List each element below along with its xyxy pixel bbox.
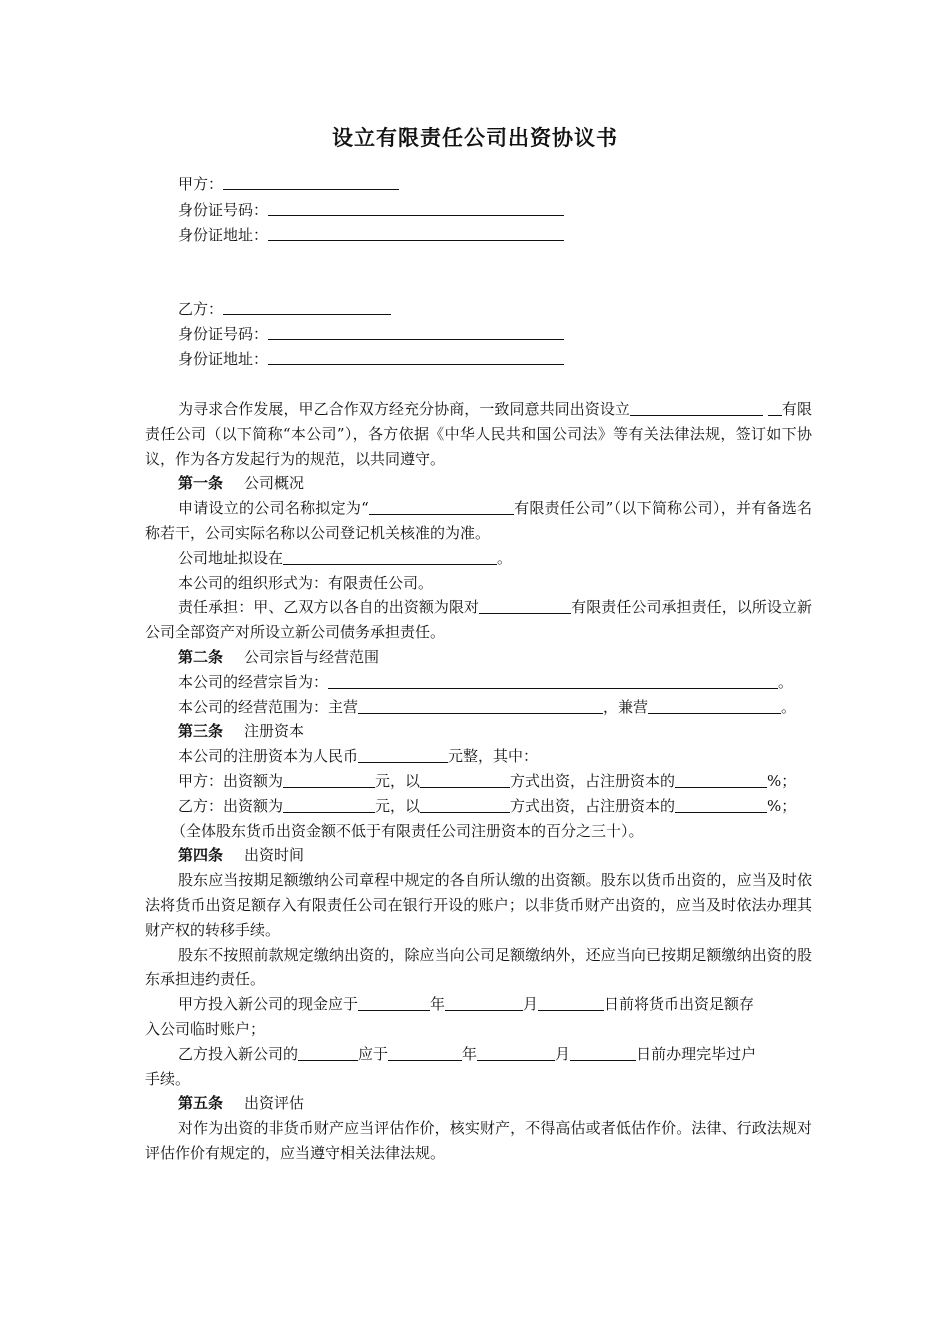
- party-a-address-label: 身份证地址：: [178, 226, 269, 244]
- party-b-day-blank[interactable]: [570, 1043, 636, 1061]
- party-a-day-blank[interactable]: [538, 993, 604, 1011]
- article-3-note: （全体股东货币出资金额不低于有限责任公司注册资本的百分之三十）。: [171, 821, 644, 840]
- party-b-month-blank[interactable]: [477, 1043, 555, 1061]
- article-1-liability: [145, 595, 812, 645]
- party-b-name-blank[interactable]: [223, 298, 391, 315]
- party-a-address-field: [178, 224, 564, 246]
- article-3-a-label: 甲方：出资额为: [178, 771, 284, 790]
- party-a-name-label: 甲方：: [178, 175, 224, 193]
- party-b-name-label: 乙方：: [178, 300, 224, 318]
- party-b-year-blank[interactable]: [388, 1043, 462, 1061]
- liability-company-blank[interactable]: [479, 596, 571, 614]
- article-2-number: 第二条: [178, 647, 224, 666]
- article-4-p4b: 应于: [358, 1044, 389, 1063]
- registered-capital-blank[interactable]: [358, 745, 448, 763]
- article-1-p2b: 。: [497, 548, 513, 567]
- article-1-p2a: 公司地址拟设在: [178, 548, 284, 567]
- article-4-party-b-deadline-cont: 手续。: [145, 1069, 191, 1088]
- article-4-b-month: 月: [555, 1044, 571, 1063]
- party-a-percent-blank[interactable]: [675, 770, 767, 788]
- article-3-b-method: 方式出资，占注册资本的: [510, 796, 676, 815]
- article-3-party-b: [145, 794, 812, 819]
- article-4-paragraph-1: 股东应当按期足额缴纳公司章程中规定的各自所认缴的出资额。股东以货币出资的，应当及时依法将货币出资足额存入有限责任公司在银行开设的账户；以非货币财产出资的，应当及时依法办理其财产权的转移手续。: [145, 871, 812, 939]
- article-1-p4a: 责任承担：甲、乙双方以各自的出资额为限对: [178, 598, 480, 617]
- article-3-b-label: 乙方：出资额为: [178, 796, 284, 815]
- article-2-heading: [145, 645, 812, 670]
- side-business-blank[interactable]: [648, 696, 781, 714]
- party-a-month-blank[interactable]: [445, 993, 523, 1011]
- article-1-p4b: 有限责任公司承担责任，以所设立新公司全部资产对所设立新公司债务承担责任。: [145, 598, 812, 642]
- article-1-title: 公司概况: [244, 474, 305, 493]
- article-1-number: 第一条: [178, 474, 224, 493]
- article-4-paragraph-2: 股东不按照前款规定缴纳出资的，除应当向公司足额缴纳外，还应当向已按期足额缴纳出资的股东承担违约责任。: [145, 945, 812, 989]
- article-2-p2b: ，兼营: [603, 697, 649, 716]
- article-1-org-form: 本公司的组织形式为：有限责任公司。: [178, 573, 434, 592]
- party-a-year-blank[interactable]: [358, 993, 430, 1011]
- preamble-text-2: 有限责任公司（以下简称“本公司”），各方依据《中华人民共和国公司法》等有关法律法规，签订如下协议，作为各方发起行为的规范，以共同遵守。: [145, 400, 812, 468]
- article-1-heading: [145, 471, 812, 496]
- article-4-party-a-deadline: [145, 992, 812, 1017]
- article-3-a-yuan: 元，以: [375, 771, 421, 790]
- article-1-address: [145, 546, 812, 571]
- article-4-p3a: 甲方投入新公司的现金应于: [178, 995, 359, 1014]
- article-3-b-yuan: 元，以: [375, 796, 421, 815]
- business-purpose-blank[interactable]: [328, 671, 778, 689]
- article-1-p1b: 有限责任公司”（以下简称公司），并有备选名称若干，公司实际名称以公司登记机关核准的为准。: [145, 499, 813, 542]
- party-a-name-blank[interactable]: [223, 173, 399, 190]
- article-1-company-name: [145, 496, 812, 546]
- article-2-title: 公司宗旨与经营范围: [244, 647, 380, 666]
- article-5-title: 出资评估: [244, 1094, 305, 1113]
- article-5-paragraph-1: 对作为出资的非货币财产应当评估作价，核实财产，不得高估或者低估作价。法律、行政法规对评估作价有规定的，应当遵守相关法律法规。: [145, 1119, 812, 1162]
- company-name-blank[interactable]: [630, 398, 763, 416]
- company-address-blank[interactable]: [283, 547, 497, 565]
- party-a-id-label: 身份证号码：: [178, 201, 269, 219]
- party-b-id-label: 身份证号码：: [178, 325, 269, 343]
- article-4-title: 出资时间: [244, 846, 305, 865]
- article-3-b-pct: %；: [767, 796, 797, 815]
- party-a-method-blank[interactable]: [420, 770, 510, 788]
- article-3-a-method: 方式出资，占注册资本的: [510, 771, 676, 790]
- article-3-title: 注册资本: [244, 722, 305, 741]
- article-2-purpose: [145, 670, 812, 695]
- party-b-name-field: [178, 298, 391, 320]
- party-b-method-blank[interactable]: [420, 795, 510, 813]
- party-b-percent-blank[interactable]: [675, 795, 767, 813]
- party-a-amount-blank[interactable]: [283, 770, 375, 788]
- article-4-party-b-deadline: [145, 1042, 812, 1067]
- party-a-id-field: [178, 199, 564, 221]
- party-a-address-blank[interactable]: [268, 224, 564, 241]
- article-2-scope: [145, 695, 812, 720]
- party-b-id-blank[interactable]: [268, 323, 564, 340]
- article-3-number: 第三条: [178, 722, 224, 741]
- party-b-amount-blank[interactable]: [283, 795, 375, 813]
- article-3-capital: [145, 744, 812, 769]
- article-5-number: 第五条: [178, 1094, 224, 1113]
- party-b-address-blank[interactable]: [268, 348, 564, 365]
- article-4-a-year: 年: [430, 995, 446, 1014]
- article-3-a-pct: %；: [767, 771, 797, 790]
- article-2-p1b: 。: [778, 672, 794, 691]
- preamble-text-1: 为寻求合作发展，甲乙合作双方经充分协商，一致同意共同出资设立: [178, 400, 630, 418]
- party-b-asset-blank[interactable]: [298, 1043, 358, 1061]
- article-4-number: 第四条: [178, 846, 224, 865]
- article-4-b-year: 年: [462, 1044, 478, 1063]
- article-3-p1b: 元整，其中：: [448, 747, 539, 766]
- article-3-heading: [145, 719, 812, 744]
- article-3-p1a: 本公司的注册资本为人民币: [178, 747, 359, 766]
- article-4-a-month: 月: [523, 995, 539, 1014]
- article-4-heading: [145, 843, 812, 868]
- article-4-p4c: 日前办理完毕过户: [636, 1044, 757, 1063]
- proposed-name-blank[interactable]: [369, 497, 514, 515]
- party-b-address-field: [178, 348, 564, 370]
- main-business-blank[interactable]: [358, 696, 603, 714]
- article-2-p2c: 。: [781, 697, 797, 716]
- party-b-address-label: 身份证地址：: [178, 350, 269, 368]
- party-b-id-field: [178, 323, 564, 345]
- article-1-p1a: 申请设立的公司名称拟定为“: [178, 499, 369, 518]
- article-4-p4a: 乙方投入新公司的: [178, 1044, 299, 1063]
- article-2-p2a: 本公司的经营范围为：主营: [178, 697, 359, 716]
- article-4-party-a-deadline-cont: 入公司临时账户；: [145, 1019, 266, 1038]
- company-name-blank-2[interactable]: [768, 398, 782, 416]
- article-4-p3b: 日前将货币出资足额存: [604, 995, 755, 1014]
- document-title: 设立有限责任公司出资协议书: [332, 125, 618, 150]
- article-5-heading: [145, 1091, 812, 1116]
- agreement-body: [145, 397, 812, 1166]
- article-3-party-a: [145, 769, 812, 794]
- party-a-id-blank[interactable]: [268, 199, 564, 216]
- article-2-p1a: 本公司的经营宗旨为：: [178, 672, 329, 691]
- preamble: [145, 397, 812, 471]
- party-a-name-field: [178, 173, 399, 195]
